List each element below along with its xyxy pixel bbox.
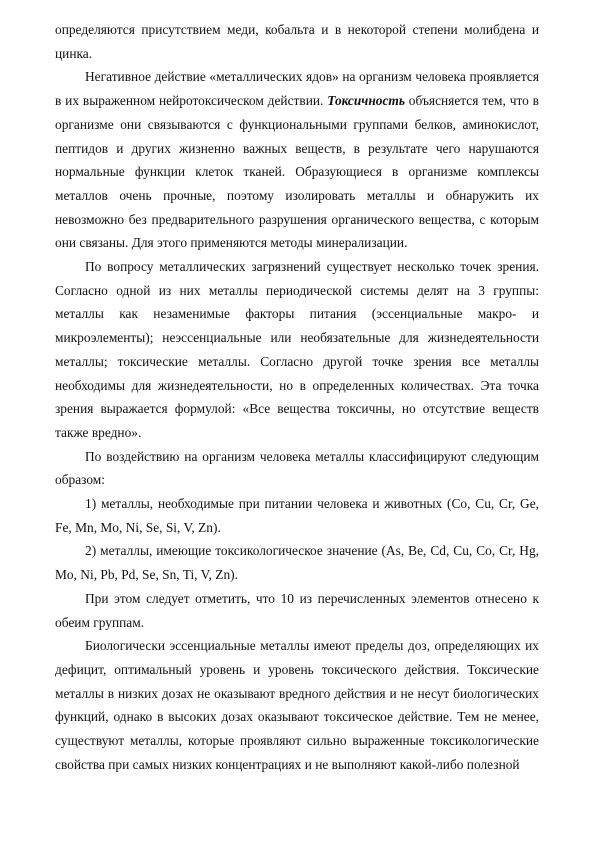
list-item-toxic-metals: 2) металлы, имеющие токсикологическое значение (As, Be, Cd, Cu, Co, Cr, Hg, Mo, Ni, Pb, Pd, Se, Sn, Ti, V, Zn). bbox=[55, 543, 539, 583]
paragraph-continuation: определяются присутствием меди, кобальта и в некоторой степени молибдена и цинка. bbox=[55, 22, 539, 61]
paragraph-text: объясняется тем, что в организме они связываются с функциональными группами белков, аминокислот, пептидов и других жизненно важных веществ, в результате чего нарушаются нормальные функции клеток тканей. Образующиеся в организме комплексы металлов очень прочные, поэтому изолировать металлы и обнаружить их невозможно без предварительного разрушения органического вещества, с которым они связаны. Для этого применяются методы минерализации. bbox=[55, 93, 540, 251]
paragraph-overlap-note: При этом следует отметить, что 10 из перечисленных элементов отнесено к обеим группам. bbox=[55, 590, 539, 630]
document-page bbox=[55, 18, 539, 777]
paragraph-viewpoints: По вопросу металлических загрязнений существует несколько точек зрения. Согласно одной из них металлы периодической системы делят на 3 группы: металлы как незаменимые факторы питания (эссенциальные макро- и микроэлементы); неэссенциальные или необязательные для жизнедеятельности металлы; токсические металлы. Согласно другой точке зрения все металлы необходимы для жизнедеятельности, но в определенных количествах. Эта точка зрения выражается формулой: «Все вещества токсичны, но отсутствие веществ также вредно». bbox=[55, 259, 539, 440]
list-item-essential-metals: 1) металлы, необходимые при питании человека и животных (Co, Cu, Cr, Ge, Fe, Mn, Mo, Ni, Se, Si, V, Zn). bbox=[55, 496, 539, 535]
paragraph-text: Негативное действие «металлических ядов» на организм человека проявляется в их выраженном нейротоксическом действии. bbox=[55, 69, 539, 109]
paragraph-classification-intro: По воздействию на организм человека металлы классифицируют следующим образом: bbox=[55, 448, 539, 488]
paragraph-toxicity bbox=[55, 65, 539, 255]
emphasized-term: Токсичность bbox=[327, 93, 405, 109]
paragraph-dose-limits: Биологически эссенциальные металлы имеют пределы доз, определяющих их дефицит, оптимальный уровень и уровень токсического действия. Токсические металлы в низких дозах не оказывают вредного действия и не несут биологических функций, однако в высоких дозах оказывают токсическое действие. Тем не менее, существуют металлы, которые проявляют сильно выраженные токсикологические свойства при самых низких концентрациях и не выполняют какой-либо полезной bbox=[55, 638, 539, 772]
